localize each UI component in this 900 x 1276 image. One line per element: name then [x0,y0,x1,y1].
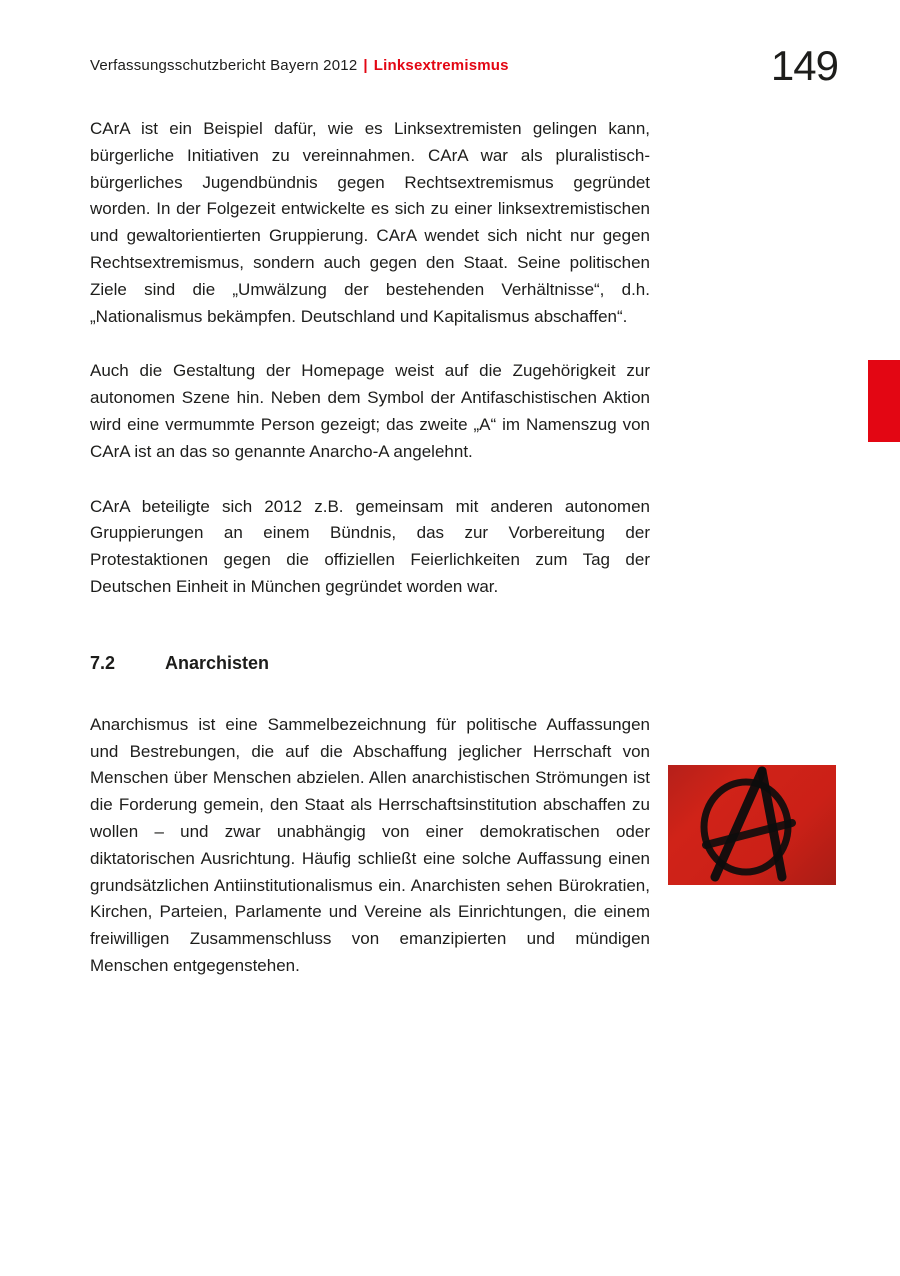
section-number: 7.2 [90,652,116,673]
paragraph-cara-2: Auch die Gestaltung der Homepage weist auf die Zugehörigkeit zur autonomen Szene hin. Neben dem Symbol der Antifaschistischen Aktion wird eine vermummte Person gezeigt; das zweite „A“ im Namenszug von CArA ist an das so genannte Anarcho-A angelehnt. [90,361,650,461]
page-number: 149 [770,42,838,89]
report-title: Verfassungsschutzbericht Bayern 2012 [90,57,358,74]
paragraph-cara-3: CArA beteiligte sich 2012 z.B. gemeinsam mit anderen autonomen Gruppierungen an einem Bündnis, das zur Vorbereitung der Protestaktionen gegen die offiziellen Feierlichkeiten zum Tag der Deutschen Einheit in München gegründet worden war. [90,496,650,596]
paragraph-cara-1: CArA ist ein Beispiel dafür, wie es Linksextremisten gelingen kann, bürgerliche Initiativen zu vereinnahmen. CArA war als pluralistisch-bürgerliches Jugendbündnis gegen Rechtsextremismus gegründet worden. In der Folgezeit entwickelte es sich zu einer linksextremistischen und gewaltorientierten Gruppierung. CArA wendet sich nicht nur gegen Rechtsextremismus, sondern auch gegen den Staat. Seine politischen Ziele sind die „Umwälzung der bestehenden Verhältnisse“, d.h. „Nationalismus bekämpfen. Deutschland und Kapitalismus abschaffen“. [90,119,650,326]
circle-a-icon [668,765,836,885]
section-heading-anarchisten [90,653,650,674]
red-side-tab-marker [868,360,900,442]
header-divider: | [363,57,368,74]
section-title: Anarchisten [165,652,270,673]
header-section-label: Linksextremismus [373,57,509,74]
main-text-column [90,116,650,1008]
page-header [90,57,509,74]
paragraph-anarchismus: Anarchismus ist eine Sammelbezeichnung für politische Auffassungen und Bestrebungen, die auf die Abschaffung jeglicher Herrschaft von Menschen über Menschen abzielen. Allen anarchistischen Strömungen ist die Forderung gemein, den Staat als Herrschaftsinstitution abschaffen zu wollen – und zwar unabhängig von einer demokratischen oder diktatorischen Ausrichtung. Häufig schließt eine solche Auffassung einen grundsätzlichen Antiinstitutionalismus ein. Anarchisten sehen Bürokratien, Kirchen, Parteien, Parlamente und Vereine als Einrichtungen, die einem freiwilligen Zusammenschluss von emanzipierten und mündigen Menschen entgegenstehen. [90,714,650,975]
anarchy-symbol-image [668,765,836,885]
